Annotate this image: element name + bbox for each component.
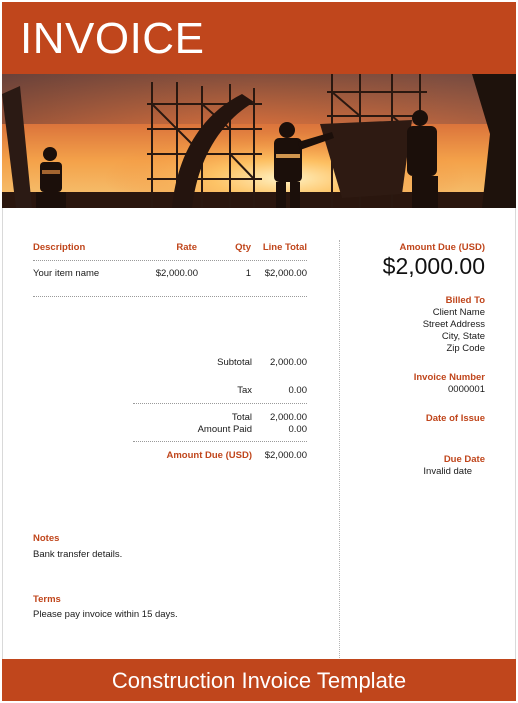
totals-divider xyxy=(133,441,307,442)
invoice-number-label: Invoice Number xyxy=(413,372,485,383)
notes-text: Bank transfer details. xyxy=(33,549,123,560)
item-qty: 1 xyxy=(245,268,251,279)
total-value: 2,000.00 xyxy=(270,412,307,423)
notes-label: Notes xyxy=(33,533,60,544)
date-of-issue-label: Date of Issue xyxy=(425,413,485,424)
table-divider xyxy=(33,296,307,297)
item-description: Your item name xyxy=(33,268,100,279)
hero-image xyxy=(2,74,516,208)
column-divider xyxy=(339,240,340,658)
line-total-header: Line Total xyxy=(262,242,307,253)
billed-to-city: City, State xyxy=(441,331,485,342)
billed-to-label: Billed To xyxy=(445,295,485,306)
billed-to-street: Street Address xyxy=(422,319,485,330)
tax-value: 0.00 xyxy=(288,385,307,396)
terms-text: Please pay invoice within 15 days. xyxy=(33,609,178,620)
footer-title: Construction Invoice Template xyxy=(111,668,407,693)
billed-to-zip: Zip Code xyxy=(446,343,485,354)
terms-label: Terms xyxy=(33,594,61,605)
total-label: Total xyxy=(231,412,252,423)
invoice-title: INVOICE xyxy=(20,14,205,63)
subtotal-value: 2,000.00 xyxy=(270,357,307,368)
amount-due-value: $2,000.00 xyxy=(264,450,307,461)
amount-paid-label: Amount Paid xyxy=(197,424,252,435)
sidebar-amount-due-value: $2,000.00 xyxy=(382,253,485,279)
table-divider xyxy=(33,260,307,261)
amount-due-label: Amount Due (USD) xyxy=(166,450,252,461)
invoice-number-value: 0000001 xyxy=(448,384,485,395)
construction-sunset-image xyxy=(2,74,516,208)
totals-divider xyxy=(133,403,307,404)
description-header: Description xyxy=(33,242,86,253)
tax-label: Tax xyxy=(237,385,252,396)
footer-bar xyxy=(2,659,516,701)
due-date-label: Due Date xyxy=(443,454,485,465)
rate-header: Rate xyxy=(176,242,197,253)
qty-header: Qty xyxy=(235,242,251,253)
item-line-total: $2,000.00 xyxy=(264,268,307,279)
sidebar-amount-due-label: Amount Due (USD) xyxy=(399,242,485,253)
item-rate: $2,000.00 xyxy=(155,268,198,279)
due-date-value: Invalid date xyxy=(423,466,472,477)
amount-paid-value: 0.00 xyxy=(288,424,307,435)
billed-to-name: Client Name xyxy=(432,307,485,318)
subtotal-label: Subtotal xyxy=(217,357,252,368)
header-bar xyxy=(2,2,516,74)
